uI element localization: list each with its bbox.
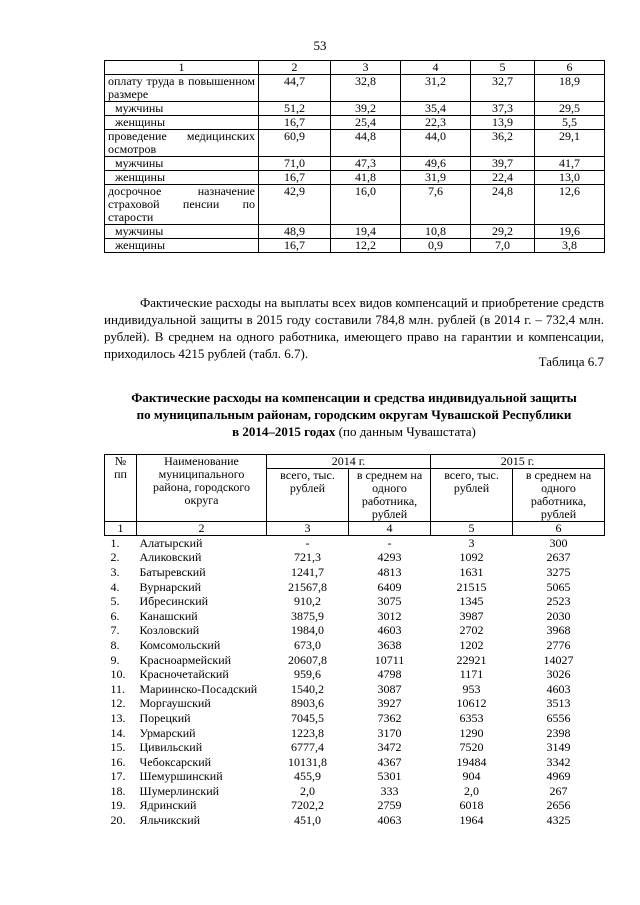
column-index: 5 xyxy=(431,522,513,536)
row-number: 2. xyxy=(110,550,120,565)
table-row xyxy=(105,225,605,239)
row-number: 1. xyxy=(110,535,120,550)
table-row xyxy=(105,536,605,551)
total-2015: 2,0 xyxy=(464,783,480,798)
avg-2015: 300 xyxy=(549,535,568,550)
table-header-row xyxy=(105,61,605,75)
row-value: 29,2 xyxy=(471,225,535,239)
total-2015: 6018 xyxy=(459,798,484,813)
table-row xyxy=(105,116,605,130)
row-number: 6. xyxy=(110,608,120,623)
column-index: 4 xyxy=(349,522,431,536)
row-number: 8. xyxy=(110,637,120,652)
row-value: 42,9 xyxy=(259,185,331,225)
row-value: 16,7 xyxy=(259,116,331,130)
title-years: в 2014–2015 годах xyxy=(232,424,336,439)
col-number-header: № пп xyxy=(105,455,137,522)
row-value: 22,3 xyxy=(401,116,471,130)
row-value: 7,0 xyxy=(471,239,535,253)
table-row xyxy=(105,609,605,624)
table-caption: Таблица 6.7 xyxy=(538,354,604,369)
avg-2014: 4798 xyxy=(377,667,402,682)
table-row xyxy=(105,157,605,171)
table-row xyxy=(105,784,605,799)
row-value: 37,3 xyxy=(471,102,535,116)
district-name: Батыревский xyxy=(139,564,206,579)
row-value: 7,6 xyxy=(401,185,471,225)
page-number: 53 xyxy=(313,38,327,53)
row-value: 19,6 xyxy=(535,225,605,239)
row-value: 22,4 xyxy=(471,171,535,185)
table-row xyxy=(105,185,605,225)
avg-2015: 3968 xyxy=(546,623,571,638)
total-2015: 3 xyxy=(468,535,475,550)
district-name: Красночетайский xyxy=(139,667,229,682)
district-name: Аликовский xyxy=(139,550,202,565)
total-2015: 1171 xyxy=(459,667,484,682)
row-value: 36,2 xyxy=(471,130,535,157)
avg-2015: 2776 xyxy=(546,637,571,652)
title-source: (по данным Чувашстата) xyxy=(335,424,476,439)
row-value: 32,8 xyxy=(331,75,401,102)
district-name: Яльчикский xyxy=(139,813,201,828)
total-2015: 19484 xyxy=(456,754,487,769)
total-2014: 1540,2 xyxy=(291,681,324,696)
total-2015: 21515 xyxy=(456,579,487,594)
avg-2014: 3638 xyxy=(377,637,402,652)
table-title xyxy=(104,389,604,440)
avg-2014: 3087 xyxy=(377,681,402,696)
avg-2014: 4367 xyxy=(377,754,402,769)
row-label: мужчины xyxy=(105,225,259,239)
total-2014: 8903,6 xyxy=(291,696,324,711)
avg-2014: 4813 xyxy=(377,564,402,579)
table-row xyxy=(105,239,605,253)
total-2015: 22921 xyxy=(456,652,487,667)
avg-2015: 2637 xyxy=(546,550,571,565)
row-value: 16,7 xyxy=(259,171,331,185)
table-row xyxy=(105,653,605,668)
total-2014: 20607,8 xyxy=(288,652,327,667)
row-number: 20. xyxy=(110,813,126,828)
table-row xyxy=(105,711,605,726)
total-2014: 910,2 xyxy=(294,594,321,609)
row-value: 12,6 xyxy=(535,185,605,225)
row-value: 12,2 xyxy=(331,239,401,253)
total-2015: 2702 xyxy=(459,623,484,638)
avg-2015: 5065 xyxy=(546,579,571,594)
row-number: 19. xyxy=(110,798,126,813)
row-number: 15. xyxy=(110,740,126,755)
row-value: 39,2 xyxy=(331,102,401,116)
table-row xyxy=(105,551,605,566)
row-label: оплату труда в повышенном размере xyxy=(105,75,259,102)
district-name: Красноармейский xyxy=(139,652,232,667)
avg-2014: - xyxy=(387,535,392,550)
table-row xyxy=(105,130,605,157)
avg-2015: 14027 xyxy=(543,652,574,667)
table-row xyxy=(105,813,605,828)
district-name: Шемуршинский xyxy=(139,769,223,784)
total-2015: 1092 xyxy=(459,550,484,565)
row-number: 12. xyxy=(110,696,126,711)
district-name: Мариинско-Посадский xyxy=(139,681,258,696)
district-name: Урмарский xyxy=(139,725,196,740)
avg-2014: 5301 xyxy=(377,769,402,784)
total-2015: 1290 xyxy=(459,725,484,740)
table-row xyxy=(105,799,605,814)
total-2014: 959,6 xyxy=(294,667,321,682)
row-number: 13. xyxy=(110,710,126,725)
avg-2015: 4969 xyxy=(546,769,571,784)
table-row xyxy=(105,580,605,595)
row-value: 60,9 xyxy=(259,130,331,157)
row-number: 7. xyxy=(110,623,120,638)
title-line-2: по муниципальным районам, городским округам Чувашской Республики xyxy=(136,407,572,422)
avg-2014: 10711 xyxy=(374,652,405,667)
row-value: 0,9 xyxy=(401,239,471,253)
total-2015: 10612 xyxy=(456,696,487,711)
avg-2014: 4603 xyxy=(377,623,402,638)
total-2014: 3875,9 xyxy=(291,608,324,623)
column-index: 1 xyxy=(105,61,259,75)
avg-2015: 2656 xyxy=(546,798,571,813)
row-value: 44,7 xyxy=(259,75,331,102)
row-value: 35,4 xyxy=(401,102,471,116)
municipal-expenses-table xyxy=(104,454,605,828)
avg-2015: 4325 xyxy=(546,813,571,828)
row-label: женщины xyxy=(105,116,259,130)
avg-2014: 4063 xyxy=(377,813,402,828)
total-2015: 3987 xyxy=(459,608,484,623)
row-value: 41,7 xyxy=(535,157,605,171)
row-value: 44,0 xyxy=(401,130,471,157)
total-2015: 1345 xyxy=(459,594,484,609)
column-index: 6 xyxy=(535,61,605,75)
avg-2014: 6409 xyxy=(377,579,402,594)
avg-2015: 4603 xyxy=(546,681,571,696)
row-value: 51,2 xyxy=(259,102,331,116)
table-row xyxy=(105,171,605,185)
total-2015: 953 xyxy=(462,681,481,696)
total-2014: 455,9 xyxy=(294,769,321,784)
row-value: 5,5 xyxy=(535,116,605,130)
column-index: 3 xyxy=(267,522,349,536)
district-name: Порецкий xyxy=(139,710,191,725)
row-value: 16,7 xyxy=(259,239,331,253)
total-2014: 1241,7 xyxy=(291,564,324,579)
avg-2014: 3012 xyxy=(377,608,402,623)
table-row xyxy=(105,726,605,741)
total-2014: 21567,8 xyxy=(288,579,327,594)
row-number: 9. xyxy=(110,652,120,667)
col-name-header: Наименование муниципального района, городского округа xyxy=(137,455,267,522)
district-name: Вурнарский xyxy=(139,579,202,594)
row-number: 16. xyxy=(110,754,126,769)
district-name: Ибресинский xyxy=(139,594,209,609)
total-2014: 721,3 xyxy=(294,550,321,565)
total-2014: 673,0 xyxy=(294,637,321,652)
row-number: 4. xyxy=(110,579,120,594)
table-row xyxy=(105,697,605,712)
avg-2015: 6556 xyxy=(546,710,571,725)
district-name: Чебоксарский xyxy=(139,754,212,769)
summary-paragraph: Фактические расходы на выплаты всех видов компенсаций и приобретение средств индивидуальной защиты в 2015 году составили 784,8 млн. рублей (в 2014 г. – 732,4 млн. рублей). В среднем на одного работника, имеющего право на гарантии и компенсации, приходилось 4215 рублей (табл. 6.7). xyxy=(104,295,604,361)
column-index-row xyxy=(105,522,605,536)
total-2015: 1202 xyxy=(459,637,484,652)
title-line-3 xyxy=(104,423,604,440)
row-value: 32,7 xyxy=(471,75,535,102)
avg-2015: 2398 xyxy=(546,725,571,740)
row-value: 29,5 xyxy=(535,102,605,116)
col-2015-avg-header: в среднем на одного работника, рублей xyxy=(513,469,605,522)
avg-2015: 3513 xyxy=(546,696,571,711)
avg-2014: 3472 xyxy=(377,740,402,755)
column-index: 2 xyxy=(137,522,267,536)
total-2014: 7045,5 xyxy=(291,710,324,725)
table-row xyxy=(105,594,605,609)
table-row xyxy=(105,667,605,682)
table-row xyxy=(105,102,605,116)
total-2014: 6777,4 xyxy=(291,740,324,755)
avg-2014: 3927 xyxy=(377,696,402,711)
table-row xyxy=(105,565,605,580)
row-label: досрочное назначение страховой пенсии по старости xyxy=(105,185,259,225)
district-name: Комсомольский xyxy=(139,637,221,652)
title-line-1: Фактические расходы на компенсации и средства индивидуальной защиты xyxy=(131,390,577,405)
row-value: 24,8 xyxy=(471,185,535,225)
row-value: 49,6 xyxy=(401,157,471,171)
table-row xyxy=(105,75,605,102)
district-name: Ядринский xyxy=(139,798,197,813)
row-number: 18. xyxy=(110,783,126,798)
total-2015: 6353 xyxy=(459,710,484,725)
district-name: Шумерлинский xyxy=(139,783,220,798)
total-2015: 904 xyxy=(462,769,481,784)
row-value: 71,0 xyxy=(259,157,331,171)
total-2014: 2,0 xyxy=(300,783,315,798)
total-2014: - xyxy=(305,535,310,550)
row-label: женщины xyxy=(105,171,259,185)
column-index: 4 xyxy=(401,61,471,75)
total-2015: 7520 xyxy=(459,740,484,755)
total-2014: 7202,2 xyxy=(291,798,324,813)
avg-2015: 3149 xyxy=(546,740,571,755)
district-name: Алатырский xyxy=(139,535,203,550)
row-value: 19,4 xyxy=(331,225,401,239)
column-index: 5 xyxy=(471,61,535,75)
row-value: 39,7 xyxy=(471,157,535,171)
column-index: 6 xyxy=(513,522,605,536)
row-label: мужчины xyxy=(105,102,259,116)
district-name: Цивильский xyxy=(139,740,203,755)
district-name: Моргаушский xyxy=(139,696,211,711)
avg-2015: 267 xyxy=(549,783,568,798)
col-2014-avg-header: в среднем на одного работника, рублей xyxy=(349,469,431,522)
row-value: 44,8 xyxy=(331,130,401,157)
avg-2014: 3075 xyxy=(377,594,402,609)
total-2015: 1631 xyxy=(459,564,484,579)
total-2014: 1223,8 xyxy=(291,725,324,740)
row-number: 11. xyxy=(110,681,126,696)
district-name: Козловский xyxy=(139,623,200,638)
total-2014: 451,0 xyxy=(294,813,321,828)
compensation-share-table xyxy=(104,60,605,253)
row-value: 48,9 xyxy=(259,225,331,239)
row-value: 41,8 xyxy=(331,171,401,185)
row-value: 16,0 xyxy=(331,185,401,225)
table-row xyxy=(105,624,605,639)
avg-2014: 3170 xyxy=(377,725,402,740)
avg-2015: 3342 xyxy=(546,754,571,769)
row-label: мужчины xyxy=(105,157,259,171)
row-value: 18,9 xyxy=(535,75,605,102)
row-value: 13,0 xyxy=(535,171,605,185)
row-value: 47,3 xyxy=(331,157,401,171)
row-number: 3. xyxy=(110,564,120,579)
avg-2014: 7362 xyxy=(377,710,402,725)
row-value: 13,9 xyxy=(471,116,535,130)
avg-2015: 2523 xyxy=(546,594,571,609)
total-2014: 10131,8 xyxy=(288,754,327,769)
table-row xyxy=(105,638,605,653)
table-row xyxy=(105,740,605,755)
col-2015-header: 2015 г. xyxy=(431,455,605,469)
avg-2015: 3275 xyxy=(546,564,571,579)
avg-2015: 3026 xyxy=(546,667,571,682)
avg-2014: 2759 xyxy=(377,798,402,813)
total-2015: 1964 xyxy=(459,813,484,828)
row-label: проведение медицинских осмотров xyxy=(105,130,259,157)
row-number: 5. xyxy=(110,594,120,609)
col-2015-total-header: всего, тыс. рублей xyxy=(431,469,513,522)
row-label: женщины xyxy=(105,239,259,253)
avg-2014: 333 xyxy=(380,783,399,798)
column-index: 3 xyxy=(331,61,401,75)
row-value: 3,8 xyxy=(535,239,605,253)
row-value: 31,9 xyxy=(401,171,471,185)
avg-2014: 4293 xyxy=(377,550,402,565)
col-2014-total-header: всего, тыс. рублей xyxy=(267,469,349,522)
district-name: Канашский xyxy=(139,608,198,623)
row-number: 17. xyxy=(110,769,126,784)
avg-2015: 2030 xyxy=(546,608,571,623)
row-value: 29,1 xyxy=(535,130,605,157)
column-index: 2 xyxy=(259,61,331,75)
table-row xyxy=(105,755,605,770)
total-2014: 1984,0 xyxy=(291,623,324,638)
row-value: 10,8 xyxy=(401,225,471,239)
table-row xyxy=(105,682,605,697)
row-number: 14. xyxy=(110,725,126,740)
row-value: 31,2 xyxy=(401,75,471,102)
column-index: 1 xyxy=(105,522,137,536)
row-number: 10. xyxy=(110,667,126,682)
table-row xyxy=(105,770,605,785)
col-2014-header: 2014 г. xyxy=(267,455,431,469)
row-value: 25,4 xyxy=(331,116,401,130)
